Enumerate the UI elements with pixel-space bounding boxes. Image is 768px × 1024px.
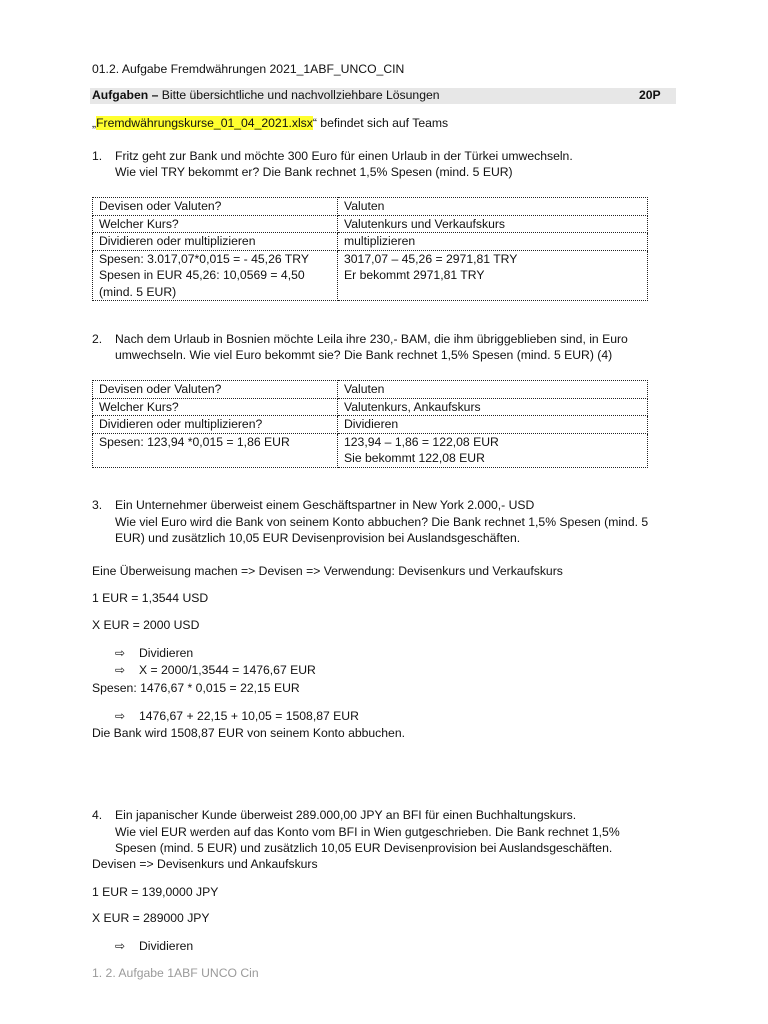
q4-number: 4. [92,808,103,822]
cell-line: Spesen: 3.017,07*0,015 = - 45,26 TRY [99,251,309,266]
table-cell: Dividieren [338,416,648,434]
table-cell [93,433,338,467]
table-cell [338,433,648,467]
q4-step-1 [115,939,193,953]
table-row [93,250,648,301]
header-text [92,88,440,102]
q3-line-1: Ein Unternehmer überweist einem Geschäftspartner in New York 2.000,- USD [115,498,535,512]
q3-solution-5: Die Bank wird 1508,87 EUR von seinem Konto abbuchen. [92,726,406,740]
q4-solution-3: X EUR = 289000 JPY [92,911,210,925]
q4-line-2: Wie viel EUR werden auf das Konto vom BFI in Wien gutgeschrieben. Die Bank rechnet 1,5% [115,825,620,839]
file-note-quote: „ [92,116,97,130]
q2-line-1: Nach dem Urlaub in Bosnien möchte Leila ihre 230,- BAM, die ihm übriggeblieben sind, in Euro [115,332,628,346]
cell-line: Spesen in EUR 45,26: 10,0569 = 4,50 [99,268,305,282]
table-cell: Welcher Kurs? [93,215,338,233]
q4-solution-2: 1 EUR = 139,0000 JPY [92,885,219,899]
arrow-right-icon: ⇨ [115,646,126,660]
q3-solution-1: Eine Überweisung machen => Devisen => Verwendung: Devisenkurs und Verkaufskurs [92,564,563,578]
table-cell: Devisen oder Valuten? [93,381,338,399]
q3-step-1-text: Dividieren [139,646,194,660]
table-row [93,398,648,416]
q3-step-1 [115,646,193,660]
cell-line: Spesen: 123,94 *0,015 = 1,86 EUR [99,434,290,449]
q2-table [92,380,648,468]
cell-line: Sie bekommt 122,08 EUR [344,451,485,465]
header-rest: Bitte übersichtliche und nachvollziehbare Lösungen [158,88,440,102]
table-cell: Dividieren oder multiplizieren [93,233,338,251]
header-points: 20P [639,88,661,102]
q1-line-2: Wie viel TRY bekommt er? Die Bank rechnet 1,5% Spesen (mind. 5 EUR) [115,165,513,179]
q3-solution-2: 1 EUR = 1,3544 USD [92,591,209,605]
q3-line-3: EUR) und zusätzlich 10,05 EUR Devisenprovision bei Auslandsgeschäften. [115,531,521,545]
q3-solution-4: Spesen: 1476,67 * 0,015 = 22,15 EUR [92,681,300,695]
q3-step-3 [115,709,359,723]
arrow-right-icon: ⇨ [115,663,126,677]
q2-number: 2. [92,332,103,346]
cell-line: 3017,07 – 45,26 = 2971,81 TRY [344,251,518,266]
q1-number: 1. [92,149,103,163]
q4-line-1: Ein japanischer Kunde überweist 289.000,00 JPY an BFI für einen Buchhaltungskurs. [115,808,577,822]
table-cell: multiplizieren [338,233,648,251]
arrow-right-icon: ⇨ [115,939,126,953]
q3-step-2-text: X = 2000/1,3544 = 1476,67 EUR [139,663,316,677]
q3-step-2 [115,663,316,677]
q3-step-3-text: 1476,67 + 22,15 + 10,05 = 1508,87 EUR [139,709,359,723]
file-name-highlight: Fremdwährungskurse_01_04_2021.xlsx [96,116,313,130]
table-cell: Valuten [338,381,648,399]
page-footer: 1. 2. Aufgabe 1ABF UNCO Cin [92,966,259,980]
q4-line-3: Spesen (mind. 5 EUR) und zusätzlich 10,05 EUR Devisenprovision bei Auslandsgeschäften. [115,841,613,855]
table-cell [93,250,338,301]
table-cell: Valutenkurs und Verkaufskurs [338,215,648,233]
table-row [93,198,648,216]
q3-number: 3. [92,498,103,512]
document-title: 01.2. Aufgabe Fremdwährungen 2021_1ABF_UNCO_CIN [92,62,405,76]
q3-solution-3: X EUR = 2000 USD [92,618,200,632]
table-cell [338,250,648,301]
file-note [92,116,448,130]
file-note-rest: “ befindet sich auf Teams [312,116,449,130]
cell-line: 123,94 – 1,86 = 122,08 EUR [344,434,499,449]
q4-step-1-text: Dividieren [139,939,194,953]
table-cell: Devisen oder Valuten? [93,198,338,216]
table-row [93,433,648,467]
table-cell: Valutenkurs, Ankaufskurs [338,398,648,416]
table-cell: Welcher Kurs? [93,398,338,416]
header-bold: Aufgaben – [92,88,159,102]
cell-line: Er bekommt 2971,81 TRY [344,268,485,282]
table-cell: Dividieren oder multiplizieren? [93,416,338,434]
q1-line-1: Fritz geht zur Bank und möchte 300 Euro für einen Urlaub in der Türkei umwechseln. [115,149,573,163]
table-row [93,233,648,251]
q3-line-2: Wie viel Euro wird die Bank von seinem Konto abbuchen? Die Bank rechnet 1,5% Spesen (mind. 5 [115,515,649,529]
table-row [93,215,648,233]
arrow-right-icon: ⇨ [115,709,126,723]
table-row [93,381,648,399]
table-cell: Valuten [338,198,648,216]
q1-table [92,197,648,301]
table-row [93,416,648,434]
cell-line: (mind. 5 EUR) [99,284,177,299]
q2-line-2: umwechseln. Wie viel Euro bekommt sie? Die Bank rechnet 1,5% Spesen (mind. 5 EUR) (4) [115,348,613,362]
q4-solution-1: Devisen => Devisenkurs und Ankaufskurs [92,857,318,871]
